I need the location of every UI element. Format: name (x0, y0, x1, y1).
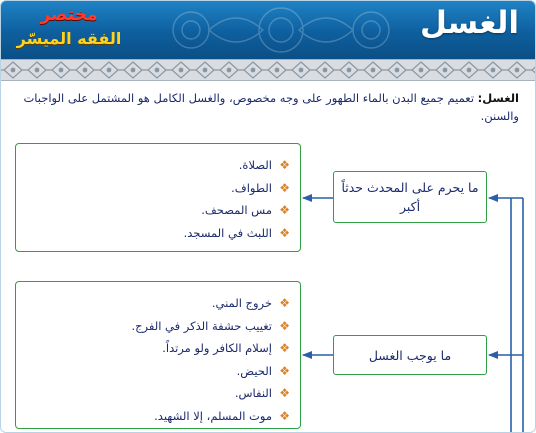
definition-term: الغسل: (477, 91, 519, 105)
diamond-bullet-icon: ❖ (279, 408, 290, 423)
brand-line-1: مختصر (40, 5, 98, 25)
diamond-bullet-icon: ❖ (279, 203, 290, 217)
definition-body: تعميم جميع البدن بالماء الطهور على وجه مخصوص، والغسل الكامل هو المشتمل على الواجبات والسنن. (23, 91, 519, 123)
prohibitions-list-box (15, 143, 301, 252)
diamond-bullet-icon: ❖ (279, 296, 290, 310)
list-item: ❖ موت المسلم، إلا الشهيد. (16, 405, 290, 428)
diamond-bullet-icon: ❖ (279, 180, 290, 195)
diamond-bullet-icon: ❖ (279, 363, 290, 378)
obligations-label-box (333, 335, 487, 375)
diamond-bullet-icon: ❖ (279, 386, 290, 400)
prohibitions-label: ما يحرم على المحدث حدثاً أكبر (341, 180, 479, 214)
list-item: ❖ الحيض. (16, 360, 290, 383)
prohibitions-label-box (333, 171, 487, 223)
list-item: ❖ إسلام الكافر ولو مرتداً. (16, 337, 290, 360)
list-item: ❖ تغييب حشفة الذكر في الفرج. (16, 315, 290, 338)
list-item: ❖ اللبث في المسجد. (16, 222, 290, 245)
list-item: ❖ النفاس. (16, 382, 290, 405)
list-item: ❖ خروج المني. (16, 292, 290, 315)
diamond-bullet-icon: ❖ (279, 318, 290, 333)
list-item: ❖ مس المصحف. (16, 199, 290, 222)
page-title: الغسل (420, 5, 519, 41)
diamond-bullet-icon: ❖ (279, 225, 290, 240)
brand-line-2: الفقه الميسّر (16, 29, 122, 48)
list-item: ❖ الطواف. (16, 177, 290, 200)
diamond-bullet-icon: ❖ (279, 341, 290, 355)
obligations-list-box (15, 281, 301, 429)
diamond-bullet-icon: ❖ (279, 158, 290, 172)
obligations-label: ما يوجب الغسل (368, 347, 452, 363)
list-item: ❖ الصلاة. (16, 154, 290, 177)
